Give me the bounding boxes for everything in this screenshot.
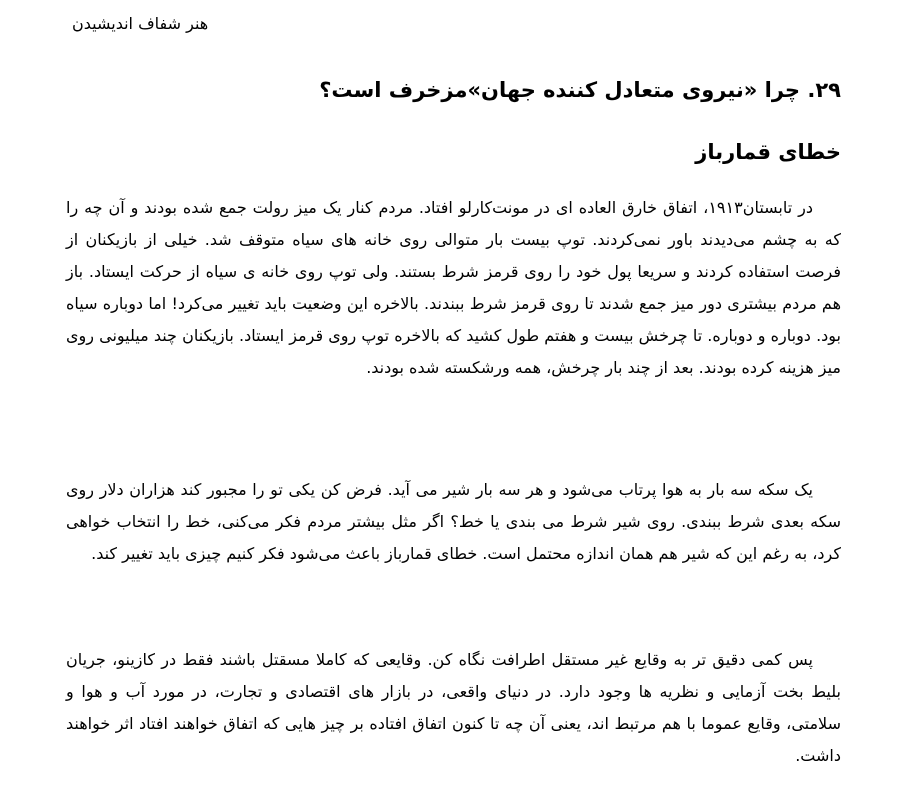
chapter-title: ۲۹. چرا «نیروی متعادل کننده جهان»مزخرف است؟ [319, 78, 841, 102]
running-header: هنر شفاف اندیشیدن [72, 14, 209, 33]
paragraph-2: یک سکه سه بار به هوا پرتاب می‌شود و هر سه بار شیر می آید. فرض کن یکی تو را مجبور کند هزاران دلار روی سکه بعدی شرط ببندی. روی شیر شرط می بندی یا خط؟ اگر مثل بیشتر مردم فکر می‌کنی، خط را انتخاب خواهی کرد، به رغم این که شیر هم همان اندازه محتمل است. خطای قمارباز باعث می‌شود فکر کنیم چیزی باید تغییر کند. [66, 480, 841, 563]
paragraph-1: در تابستان۱۹۱۳، اتفاق خارق العاده ای در مونت‌کارلو افتاد. مردم کنار یک میز رولت جمع شده بودند و آن چه را که به چشم می‌دیدند باور نمی‌کردند. توپ بیست بار متوالی روی خانه های سیاه متوقف شد. خیلی از بازیکنان از فرصت استفاده کردند و سریعا پول خود را روی قرمز شرط بستند. ولی توپ روی خانه ی سیاه از حرکت ایستاد. باز هم مردم بیشتری دور میز جمع شدند تا روی قرمز شرط ببندند. بالاخره این وضعیت باید تغییر می‌کرد! اما دوباره سیاه بود. دوباره و دوباره. تا چرخش بیست و هفتم طول کشید که بالاخره توپ روی قرمز ایستاد. بازیکنان چند میلیونی روی میز هزینه کرده بودند. بعد از چند بار چرخش، همه ورشکسته شده بودند. [66, 198, 841, 377]
paragraph-3: پس کمی دقیق تر به وقایع غیر مستقل اطرافت نگاه کن. وقایعی که کاملا مسقتل باشند فقط در کازینو، جریان بلیط بخت آزمایی و نظریه ها وجود دارد. در دنیای واقعی، در بازار های اقتصادی و تجارت، در مورد آب و هوا و سلامتی، وقایع عموما با هم مرتبط اند، یعنی آن چه تا کنون اتفاق افتاده بر چیز هایی که اتفاق خواهند افتاد اثر خواهند داشت. [66, 650, 841, 765]
section-title: خطای قمارباز [695, 140, 841, 164]
